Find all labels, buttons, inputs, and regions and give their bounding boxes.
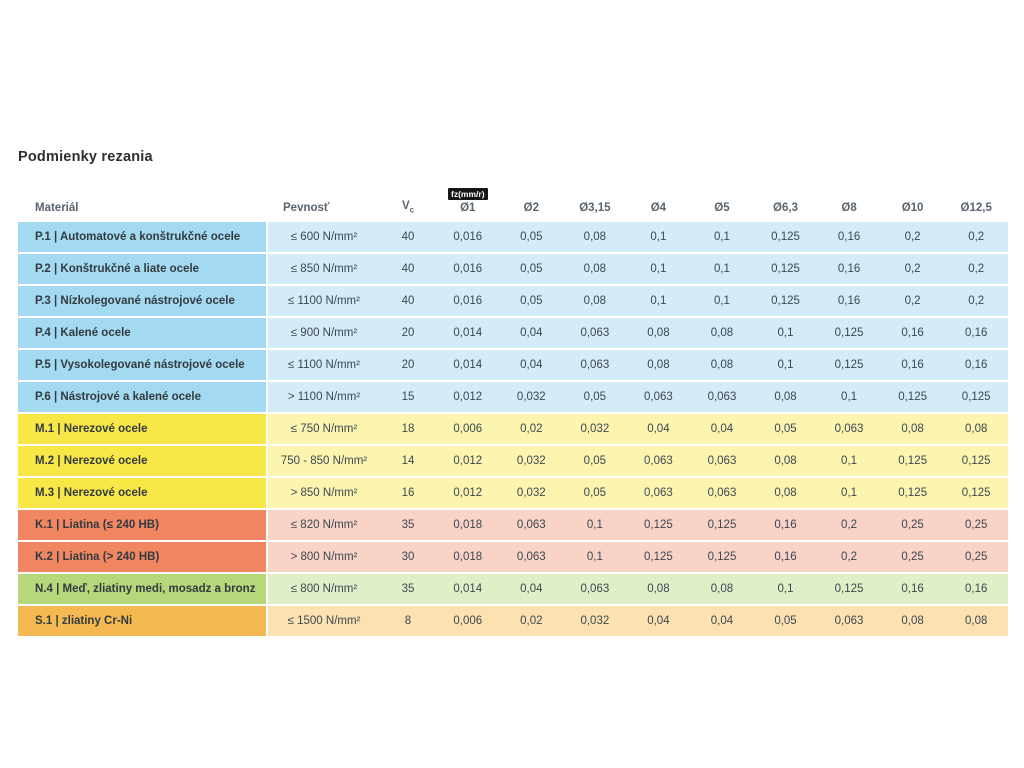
- fz-cell-d3: 0,063: [563, 350, 627, 380]
- fz-cell-d8: 0,125: [881, 446, 945, 476]
- fz-cell-d2: 0,02: [500, 414, 564, 444]
- fz-cell-d1: 0,016: [436, 254, 500, 284]
- header-diameter-label: Ø10: [901, 202, 924, 214]
- fz-cell-d6: 0,05: [754, 414, 818, 444]
- fz-cell-d1: 0,006: [436, 414, 500, 444]
- fz-cell-d3: 0,08: [563, 286, 627, 316]
- fz-cell-d4: 0,063: [627, 446, 691, 476]
- header-diameter-2: [500, 178, 564, 220]
- fz-cell-d5: 0,1: [690, 254, 754, 284]
- fz-cell-d2: 0,02: [500, 606, 564, 636]
- header-diameter-label: Ø6,3: [773, 202, 798, 214]
- fz-cell-d6: 0,1: [754, 574, 818, 604]
- header-diameter-label: Ø1: [460, 202, 476, 214]
- fz-cell-d4: 0,063: [627, 382, 691, 412]
- fz-cell-d8: 0,25: [881, 542, 945, 572]
- fz-cell-d9: 0,125: [944, 382, 1008, 412]
- fz-cell-d2: 0,04: [500, 574, 564, 604]
- fz-cell-d1: 0,012: [436, 478, 500, 508]
- fz-cell-d5: 0,08: [690, 350, 754, 380]
- fz-cell-d8: 0,08: [881, 414, 945, 444]
- fz-cell-d2: 0,04: [500, 350, 564, 380]
- fz-cell-d3: 0,1: [563, 510, 627, 540]
- fz-cell-d8: 0,2: [881, 254, 945, 284]
- material-cell: S.1 | zliatiny Cr-Ni: [18, 606, 268, 636]
- fz-cell-d4: 0,1: [627, 286, 691, 316]
- fz-cell-d6: 0,1: [754, 350, 818, 380]
- fz-cell-d5: 0,063: [690, 478, 754, 508]
- fz-cell-d9: 0,125: [944, 478, 1008, 508]
- fz-cell-d9: 0,25: [944, 510, 1008, 540]
- table-row-p4: [18, 318, 1008, 348]
- table-row-k1: [18, 510, 1008, 540]
- pevnost-cell: > 800 N/mm²: [268, 542, 380, 572]
- header-diameter-7: [817, 178, 881, 220]
- fz-cell-d9: 0,125: [944, 446, 1008, 476]
- fz-cell-d4: 0,08: [627, 574, 691, 604]
- pevnost-cell: ≤ 1100 N/mm²: [268, 286, 380, 316]
- fz-cell-d7: 0,16: [817, 222, 881, 252]
- fz-cell-d1: 0,018: [436, 510, 500, 540]
- fz-cell-d2: 0,04: [500, 318, 564, 348]
- table-row-p6: [18, 382, 1008, 412]
- pevnost-cell: > 1100 N/mm²: [268, 382, 380, 412]
- fz-cell-d2: 0,032: [500, 446, 564, 476]
- fz-cell-d3: 0,05: [563, 446, 627, 476]
- fz-cell-d7: 0,16: [817, 254, 881, 284]
- material-cell: P.2 | Konštrukčné a liate ocele: [18, 254, 268, 284]
- fz-cell-d8: 0,08: [881, 606, 945, 636]
- header-diameter-label: Ø5: [714, 202, 730, 214]
- fz-cell-d1: 0,014: [436, 318, 500, 348]
- table-body: [18, 222, 1008, 636]
- material-cell: K.1 | Liatina (≤ 240 HB): [18, 510, 268, 540]
- header-diameter-1: [436, 178, 500, 220]
- material-cell: M.3 | Nerezové ocele: [18, 478, 268, 508]
- vc-cell: 14: [380, 446, 436, 476]
- table-row-m2: [18, 446, 1008, 476]
- header-diameter-label: Ø4: [650, 202, 667, 214]
- fz-cell-d3: 0,063: [563, 574, 627, 604]
- fz-cell-d8: 0,125: [881, 382, 945, 412]
- header-diameter-5: [690, 178, 754, 220]
- table-row-n4: [18, 574, 1008, 604]
- vc-cell: 18: [380, 414, 436, 444]
- table-row-p2: [18, 254, 1008, 284]
- fz-cell-d7: 0,16: [817, 286, 881, 316]
- fz-cell-d2: 0,063: [500, 542, 564, 572]
- fz-cell-d9: 0,16: [944, 574, 1008, 604]
- vc-cell: 35: [380, 510, 436, 540]
- fz-cell-d2: 0,05: [500, 286, 564, 316]
- fz-cell-d7: 0,063: [817, 414, 881, 444]
- cutting-conditions-table: [18, 176, 1008, 638]
- fz-cell-d7: 0,1: [817, 382, 881, 412]
- vc-cell: 8: [380, 606, 436, 636]
- fz-cell-d1: 0,014: [436, 350, 500, 380]
- material-cell: P.5 | Vysokolegované nástrojové ocele: [18, 350, 268, 380]
- fz-cell-d5: 0,08: [690, 574, 754, 604]
- fz-cell-d1: 0,016: [436, 222, 500, 252]
- material-cell: P.6 | Nástrojové a kalené ocele: [18, 382, 268, 412]
- material-cell: P.3 | Nízkolegované nástrojové ocele: [18, 286, 268, 316]
- table-row-m1: [18, 414, 1008, 444]
- table-row-p1: [18, 222, 1008, 252]
- fz-cell-d5: 0,063: [690, 382, 754, 412]
- fz-cell-d3: 0,032: [563, 606, 627, 636]
- vc-subscript: c: [409, 205, 415, 214]
- table-row-m3: [18, 478, 1008, 508]
- material-cell: N.4 | Meď, zliatiny medi, mosadz a bronz: [18, 574, 268, 604]
- pevnost-cell: ≤ 1100 N/mm²: [268, 350, 380, 380]
- header-row: [18, 178, 1008, 220]
- vc-symbol: V: [401, 199, 410, 212]
- fz-cell-d7: 0,063: [817, 606, 881, 636]
- fz-cell-d4: 0,1: [627, 254, 691, 284]
- fz-cell-d6: 0,08: [754, 478, 818, 508]
- header-diameter-9: [944, 178, 1008, 220]
- vc-cell: 35: [380, 574, 436, 604]
- fz-cell-d9: 0,16: [944, 350, 1008, 380]
- fz-cell-d4: 0,04: [627, 414, 691, 444]
- fz-cell-d8: 0,2: [881, 286, 945, 316]
- vc-cell: 30: [380, 542, 436, 572]
- fz-cell-d1: 0,014: [436, 574, 500, 604]
- vc-cell: 20: [380, 350, 436, 380]
- fz-cell-d6: 0,08: [754, 382, 818, 412]
- vc-cell: 20: [380, 318, 436, 348]
- fz-cell-d5: 0,04: [690, 606, 754, 636]
- fz-cell-d5: 0,1: [690, 286, 754, 316]
- fz-cell-d9: 0,08: [944, 606, 1008, 636]
- fz-cell-d4: 0,063: [627, 478, 691, 508]
- fz-cell-d8: 0,16: [881, 318, 945, 348]
- fz-cell-d3: 0,05: [563, 478, 627, 508]
- fz-cell-d1: 0,006: [436, 606, 500, 636]
- fz-cell-d7: 0,125: [817, 574, 881, 604]
- page-title: Podmienky rezania: [18, 149, 153, 165]
- pevnost-cell: > 850 N/mm²: [268, 478, 380, 508]
- header-diameter-6: [754, 178, 818, 220]
- fz-cell-d8: 0,2: [881, 222, 945, 252]
- fz-cell-d7: 0,2: [817, 542, 881, 572]
- pevnost-cell: ≤ 1500 N/mm²: [268, 606, 380, 636]
- table-row-k2: [18, 542, 1008, 572]
- vc-cell: 40: [380, 286, 436, 316]
- fz-cell-d4: 0,125: [627, 510, 691, 540]
- header-diameter-label: Ø2: [523, 202, 539, 214]
- fz-cell-d3: 0,08: [563, 222, 627, 252]
- fz-cell-d9: 0,16: [944, 318, 1008, 348]
- pevnost-cell: ≤ 850 N/mm²: [268, 254, 380, 284]
- fz-cell-d2: 0,063: [500, 510, 564, 540]
- fz-cell-d2: 0,032: [500, 478, 564, 508]
- fz-cell-d7: 0,1: [817, 478, 881, 508]
- fz-cell-d8: 0,16: [881, 574, 945, 604]
- fz-cell-d7: 0,125: [817, 318, 881, 348]
- fz-cell-d3: 0,032: [563, 414, 627, 444]
- pevnost-cell: ≤ 600 N/mm²: [268, 222, 380, 252]
- fz-cell-d4: 0,08: [627, 350, 691, 380]
- header-diameter-label: Ø8: [841, 202, 857, 214]
- fz-cell-d6: 0,1: [754, 318, 818, 348]
- vc-cell: 15: [380, 382, 436, 412]
- fz-cell-d6: 0,125: [754, 286, 818, 316]
- fz-cell-d4: 0,04: [627, 606, 691, 636]
- fz-cell-d9: 0,2: [944, 254, 1008, 284]
- fz-cell-d9: 0,08: [944, 414, 1008, 444]
- pevnost-cell: ≤ 820 N/mm²: [268, 510, 380, 540]
- fz-cell-d6: 0,16: [754, 542, 818, 572]
- material-cell: P.4 | Kalené ocele: [18, 318, 268, 348]
- fz-cell-d1: 0,012: [436, 382, 500, 412]
- fz-cell-d2: 0,032: [500, 382, 564, 412]
- material-cell: P.1 | Automatové a konštrukčné ocele: [18, 222, 268, 252]
- fz-cell-d3: 0,063: [563, 318, 627, 348]
- pevnost-cell: ≤ 750 N/mm²: [268, 414, 380, 444]
- fz-cell-d9: 0,25: [944, 542, 1008, 572]
- fz-cell-d5: 0,125: [690, 510, 754, 540]
- fz-cell-d6: 0,05: [754, 606, 818, 636]
- fz-cell-d7: 0,1: [817, 446, 881, 476]
- table-row-p3: [18, 286, 1008, 316]
- fz-cell-d1: 0,016: [436, 286, 500, 316]
- vc-cell: 40: [380, 254, 436, 284]
- fz-cell-d8: 0,25: [881, 510, 945, 540]
- table-row-s1: [18, 606, 1008, 636]
- fz-unit-badge: fz(mm/r): [448, 188, 488, 201]
- material-cell: M.1 | Nerezové ocele: [18, 414, 268, 444]
- fz-cell-d9: 0,2: [944, 286, 1008, 316]
- fz-cell-d6: 0,125: [754, 254, 818, 284]
- header-vc: [380, 178, 436, 220]
- header-diameter-8: [881, 178, 945, 220]
- fz-cell-d1: 0,018: [436, 542, 500, 572]
- fz-cell-d3: 0,08: [563, 254, 627, 284]
- fz-cell-d2: 0,05: [500, 254, 564, 284]
- fz-cell-d6: 0,16: [754, 510, 818, 540]
- fz-cell-d4: 0,125: [627, 542, 691, 572]
- fz-cell-d5: 0,08: [690, 318, 754, 348]
- material-cell: K.2 | Liatina (> 240 HB): [18, 542, 268, 572]
- material-cell: M.2 | Nerezové ocele: [18, 446, 268, 476]
- fz-cell-d9: 0,2: [944, 222, 1008, 252]
- fz-cell-d7: 0,2: [817, 510, 881, 540]
- fz-cell-d1: 0,012: [436, 446, 500, 476]
- fz-cell-d6: 0,125: [754, 222, 818, 252]
- vc-cell: 16: [380, 478, 436, 508]
- header-pevnost: Pevnosť: [283, 202, 330, 214]
- vc-cell: 40: [380, 222, 436, 252]
- fz-cell-d6: 0,08: [754, 446, 818, 476]
- fz-cell-d3: 0,05: [563, 382, 627, 412]
- table-head: [18, 178, 1008, 220]
- fz-cell-d8: 0,16: [881, 350, 945, 380]
- fz-cell-d2: 0,05: [500, 222, 564, 252]
- fz-cell-d4: 0,08: [627, 318, 691, 348]
- fz-cell-d5: 0,125: [690, 542, 754, 572]
- fz-cell-d5: 0,063: [690, 446, 754, 476]
- pevnost-cell: ≤ 900 N/mm²: [268, 318, 380, 348]
- pevnost-cell: ≤ 800 N/mm²: [268, 574, 380, 604]
- fz-cell-d8: 0,125: [881, 478, 945, 508]
- fz-cell-d3: 0,1: [563, 542, 627, 572]
- fz-cell-d5: 0,04: [690, 414, 754, 444]
- fz-cell-d4: 0,1: [627, 222, 691, 252]
- fz-cell-d5: 0,1: [690, 222, 754, 252]
- header-diameter-3: [563, 178, 627, 220]
- fz-cell-d7: 0,125: [817, 350, 881, 380]
- header-diameter-4: [627, 178, 691, 220]
- pevnost-cell: 750 - 850 N/mm²: [268, 446, 380, 476]
- header-material: Materiál: [35, 202, 79, 214]
- header-diameter-label: Ø12,5: [960, 202, 992, 214]
- table-row-p5: [18, 350, 1008, 380]
- header-diameter-label: Ø3,15: [579, 202, 611, 214]
